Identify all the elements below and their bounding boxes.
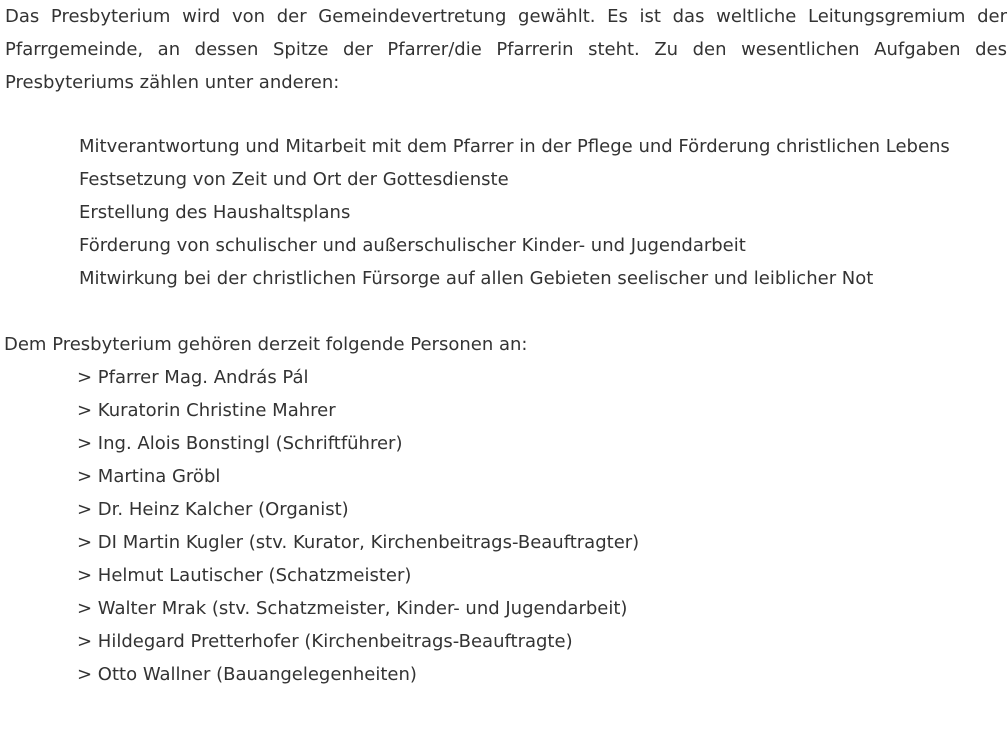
member-item: > Hildegard Pretterhofer (Kirchenbeitrags-Beauftragte) [77,631,573,652]
member-item: > Otto Wallner (Bauangelegenheiten) [77,664,417,685]
member-item: > Dr. Heinz Kalcher (Organist) [77,499,349,520]
task-item: Mitwirkung bei der christlichen Fürsorge auf allen Gebieten seelischer und leiblicher Not [79,268,874,289]
task-item: Erstellung des Haushaltsplans [79,202,351,223]
member-item: > Martina Gröbl [77,466,221,487]
members-list [5,361,1007,691]
task-item: Festsetzung von Zeit und Ort der Gottesdienste [79,169,509,190]
page-content [5,0,1007,691]
task-item: Mitverantwortung und Mitarbeit mit dem Pfarrer in der Pflege und Förderung christlichen Lebens [79,136,950,157]
member-item: > Ing. Alois Bonstingl (Schriftführer) [77,433,403,454]
tasks-list [5,130,1007,295]
intro-paragraph: Das Presbyterium wird von der Gemeindevertretung gewählt. Es ist das weltliche Leitungsgremium der Pfarrgemeinde, an dessen Spitze der Pfarrer/die Pfarrerin steht. Zu den wesentlichen Aufgaben des Presbyteriums zählen unter anderen: [5,6,1007,93]
member-item: > Pfarrer Mag. András Pál [77,367,309,388]
task-item: Förderung von schulischer und außerschulischer Kinder- und Jugendarbeit [79,235,746,256]
member-item: > Kuratorin Christine Mahrer [77,400,336,421]
members-heading: Dem Presbyterium gehören derzeit folgende Personen an: [4,334,528,355]
member-item: > DI Martin Kugler (stv. Kurator, Kirchenbeitrags-Beauftragter) [77,532,640,553]
member-item: > Helmut Lautischer (Schatzmeister) [77,565,412,586]
member-item: > Walter Mrak (stv. Schatzmeister, Kinder- und Jugendarbeit) [77,598,628,619]
